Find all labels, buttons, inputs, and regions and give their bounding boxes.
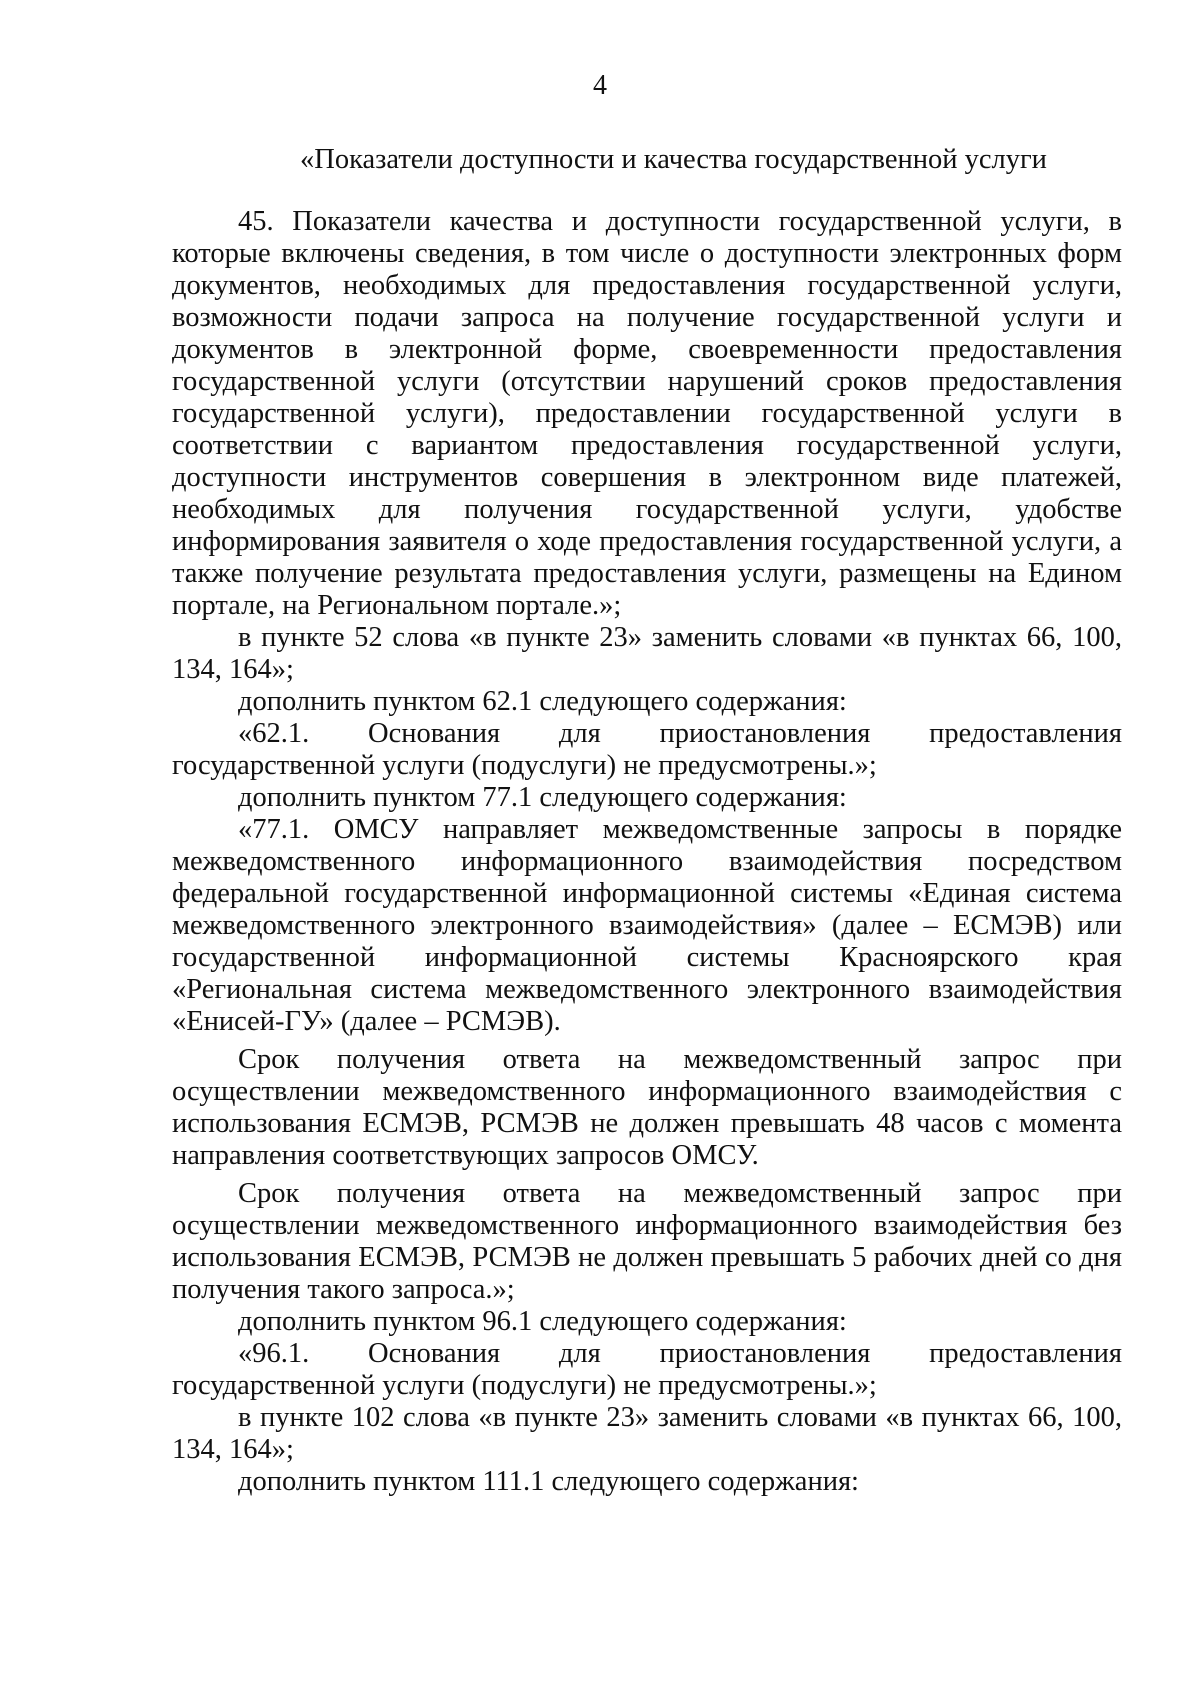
amendment-add-62-1: дополнить пунктом 62.1 следующего содержания: (238, 686, 847, 717)
paragraph-45: 45. Показатели качества и доступности государственной услуги, в которые включены сведения, в том числе о доступности электронных форм документов, необходимых для предоставления государственной услуги, возможности подачи запроса на получение государственной услуги и документов в электронной форме, своевременности предоставления государственной услуги (отсутствии нарушений сроков предоставления государственной услуги), предоставлении государственной услуги в соответствии с вариантом предоставления государственной услуги, доступности инструментов совершения в электронном виде платежей, необходимых для получения государственной услуги, удобстве информирования заявителя о ходе предоставления государственной услуги, а также получение результата предоставления услуги, размещены на Едином портале, на Региональном портале.»; (172, 206, 1122, 621)
amendment-add-96-1: дополнить пунктом 96.1 следующего содержания: (238, 1306, 847, 1337)
paragraph-response-deadline-esmev: Срок получения ответа на межведомственный запрос при осуществлении межведомственного информационного взаимодействия с использования ЕСМЭВ, РСМЭВ не должен превышать 48 часов с момента направления соответствующих запросов ОМСУ. (172, 1044, 1122, 1171)
amendment-add-77-1: дополнить пунктом 77.1 следующего содержания: (238, 782, 847, 813)
amendment-item-102: в пункте 102 слова «в пункте 23» заменить словами «в пунктах 66, 100, 134, 164»; (172, 1402, 1122, 1465)
paragraph-96-1: «96.1. Основания для приостановления предоставления государственной услуги (подуслуги) не предусмотрены.»; (172, 1338, 1122, 1401)
paragraph-62-1: «62.1. Основания для приостановления предоставления государственной услуги (подуслуги) не предусмотрены.»; (172, 718, 1122, 781)
page-number: 4 (593, 70, 607, 101)
document-body (172, 206, 1122, 1498)
paragraph-77-1: «77.1. ОМСУ направляет межведомственные запросы в порядке межведомственного информационного взаимодействия посредством федеральной государственной информационной системы «Единая система межведомственного электронного взаимодействия» (далее – ЕСМЭВ) или государственной информационной системы Красноярского края «Региональная система межведомственного электронного взаимодействия «Енисей-ГУ» (далее – РСМЭВ). (172, 814, 1122, 1037)
paragraph-response-deadline-no-esmev: Срок получения ответа на межведомственный запрос при осуществлении межведомственного информационного взаимодействия без использования ЕСМЭВ, РСМЭВ не должен превышать 5 рабочих дней со дня получения такого запроса.»; (172, 1178, 1122, 1305)
amendment-item-52: в пункте 52 слова «в пункте 23» заменить словами «в пунктах 66, 100, 134, 164»; (172, 622, 1122, 685)
amendment-add-111-1: дополнить пунктом 111.1 следующего содержания: (238, 1466, 859, 1497)
section-heading: «Показатели доступности и качества государственной услуги (300, 144, 1047, 175)
